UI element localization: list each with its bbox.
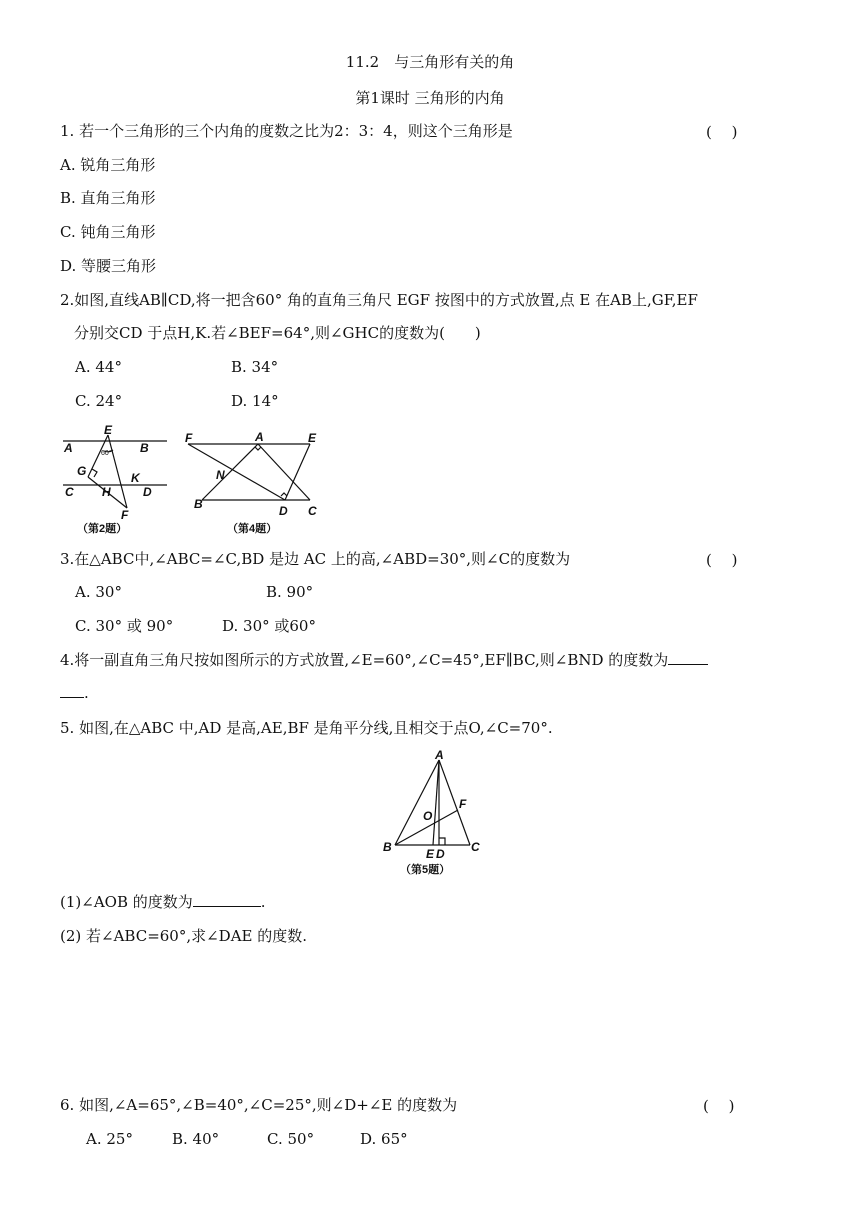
fig2-angle-label: 60°: [101, 450, 112, 457]
q2-option-c: C. 24°: [75, 392, 123, 410]
fig2-label-b: B: [140, 441, 149, 455]
fig4-label-e: E: [308, 431, 317, 445]
q5-sub1-end: .: [260, 893, 266, 911]
fig4-side-ed: [285, 444, 310, 500]
figure-q5: [378, 750, 488, 880]
q6-answer-paren: ( ): [703, 1097, 735, 1115]
q2-option-d: D. 14°: [231, 392, 279, 410]
q2-stem-line2: 分别交CD 于点H,K.若∠BEF=64°,则∠GHC的度数为( ): [74, 324, 481, 342]
q1-option-b: B. 直角三角形: [60, 189, 156, 207]
q2-option-a: A. 44°: [75, 358, 122, 376]
q3-stem: 3.在△ABC中,∠ABC=∠C,BD 是边 AC 上的高,∠ABD=30°,则∠C的度数为: [60, 550, 571, 568]
fig2-label-k: K: [131, 471, 140, 485]
q6-option-c: C. 50°: [267, 1130, 315, 1148]
fig4-right-angle-mark-d: [281, 493, 287, 496]
q1-answer-paren: ( ): [706, 123, 738, 141]
q6-option-d: D. 65°: [360, 1130, 408, 1148]
fig5-label-e: E: [426, 847, 435, 861]
q3-answer-paren: ( ): [706, 551, 738, 569]
fig4-caption: （第4题）: [227, 523, 278, 535]
q2-stem-line1: 2.如图,直线AB∥CD,将一把含60° 角的直角三角尺 EGF 按图中的方式放置,点 E 在AB上,GF,EF: [60, 291, 698, 309]
fig2-label-d: D: [143, 485, 152, 499]
fig5-label-f: F: [459, 797, 467, 811]
fig5-label-c: C: [471, 840, 480, 854]
q4-blank-continuation: [60, 683, 89, 703]
q3-option-a: A. 30°: [75, 583, 122, 601]
q5-sub1-answer-blank[interactable]: [193, 892, 261, 907]
q6-option-a: A. 25°: [86, 1130, 133, 1148]
q1-option-c: C. 钝角三角形: [60, 223, 156, 241]
fig5-caption: （第5题）: [400, 864, 451, 876]
fig2-label-f: F: [121, 508, 129, 522]
lesson-subtitle: 第1课时 三角形的内角: [355, 89, 505, 107]
q6-stem: 6. 如图,∠A=65°,∠B=40°,∠C=25°,则∠D+∠E 的度数为: [60, 1096, 458, 1114]
fig2-label-h: H: [102, 485, 111, 499]
figure-q2: [55, 425, 175, 537]
fig4-label-a: A: [255, 430, 264, 444]
fig4-label-d: D: [279, 504, 288, 518]
fig5-right-angle-mark: [439, 838, 445, 845]
fig4-side-ba: [202, 444, 258, 500]
fig5-label-d: D: [436, 847, 445, 861]
q3-option-c: C. 30° 或 90°: [75, 617, 174, 635]
q5-sub1-text: (1)∠AOB 的度数为: [60, 893, 193, 911]
q1-stem: 1. 若一个三角形的三个内角的度数之比为2：3：4，则这个三角形是: [60, 122, 513, 140]
fig5-label-b: B: [383, 840, 392, 854]
fig2-label-a: A: [64, 441, 73, 455]
section-title: 11.2 与三角形有关的角: [345, 53, 515, 71]
fig5-bisector-ae: [433, 760, 439, 845]
q3-option-b: B. 90°: [266, 583, 314, 601]
q4-stem: [60, 650, 708, 670]
fig5-label-a: A: [435, 748, 444, 762]
fig5-label-o: O: [423, 809, 433, 823]
fig4-side-ac: [258, 444, 310, 500]
q6-option-b: B. 40°: [172, 1130, 220, 1148]
fig4-side-fd: [188, 444, 285, 500]
q5-stem: 5. 如图,在△ABC 中,AD 是高,AE,BF 是角平分线,且相交于点O,∠C=70°.: [60, 719, 553, 737]
q1-option-d: D. 等腰三角形: [60, 257, 157, 275]
fig2-label-e: E: [104, 423, 113, 437]
fig2-right-angle-mark: [92, 469, 97, 477]
fig2-side-ef: [108, 435, 127, 508]
q4-answer-blank[interactable]: [668, 650, 708, 665]
fig4-label-c: C: [308, 504, 317, 518]
q5-sub1: [60, 892, 266, 912]
q4-stem-text: 4.将一副直角三角尺按如图所示的方式放置,∠E=60°,∠C=45°,EF∥BC,则∠BND 的度数为: [60, 651, 669, 669]
q3-option-d: D. 30° 或60°: [222, 617, 316, 635]
fig2-caption: （第2题）: [77, 523, 128, 535]
fig4-label-n: N: [216, 468, 225, 482]
q4-answer-blank-cont[interactable]: [60, 683, 84, 698]
fig2-label-g: G: [77, 464, 87, 478]
figure-q4: [182, 428, 332, 538]
q5-sub2: (2) 若∠ABC=60°,求∠DAE 的度数.: [60, 927, 308, 945]
fig4-label-b: B: [194, 497, 203, 511]
q2-option-b: B. 34°: [231, 358, 279, 376]
fig4-right-angle-mark-a: [255, 447, 261, 450]
q4-end-period: .: [84, 684, 89, 702]
q1-option-a: A. 锐角三角形: [60, 156, 156, 174]
fig4-label-f: F: [185, 431, 193, 445]
fig2-label-c: C: [65, 485, 74, 499]
